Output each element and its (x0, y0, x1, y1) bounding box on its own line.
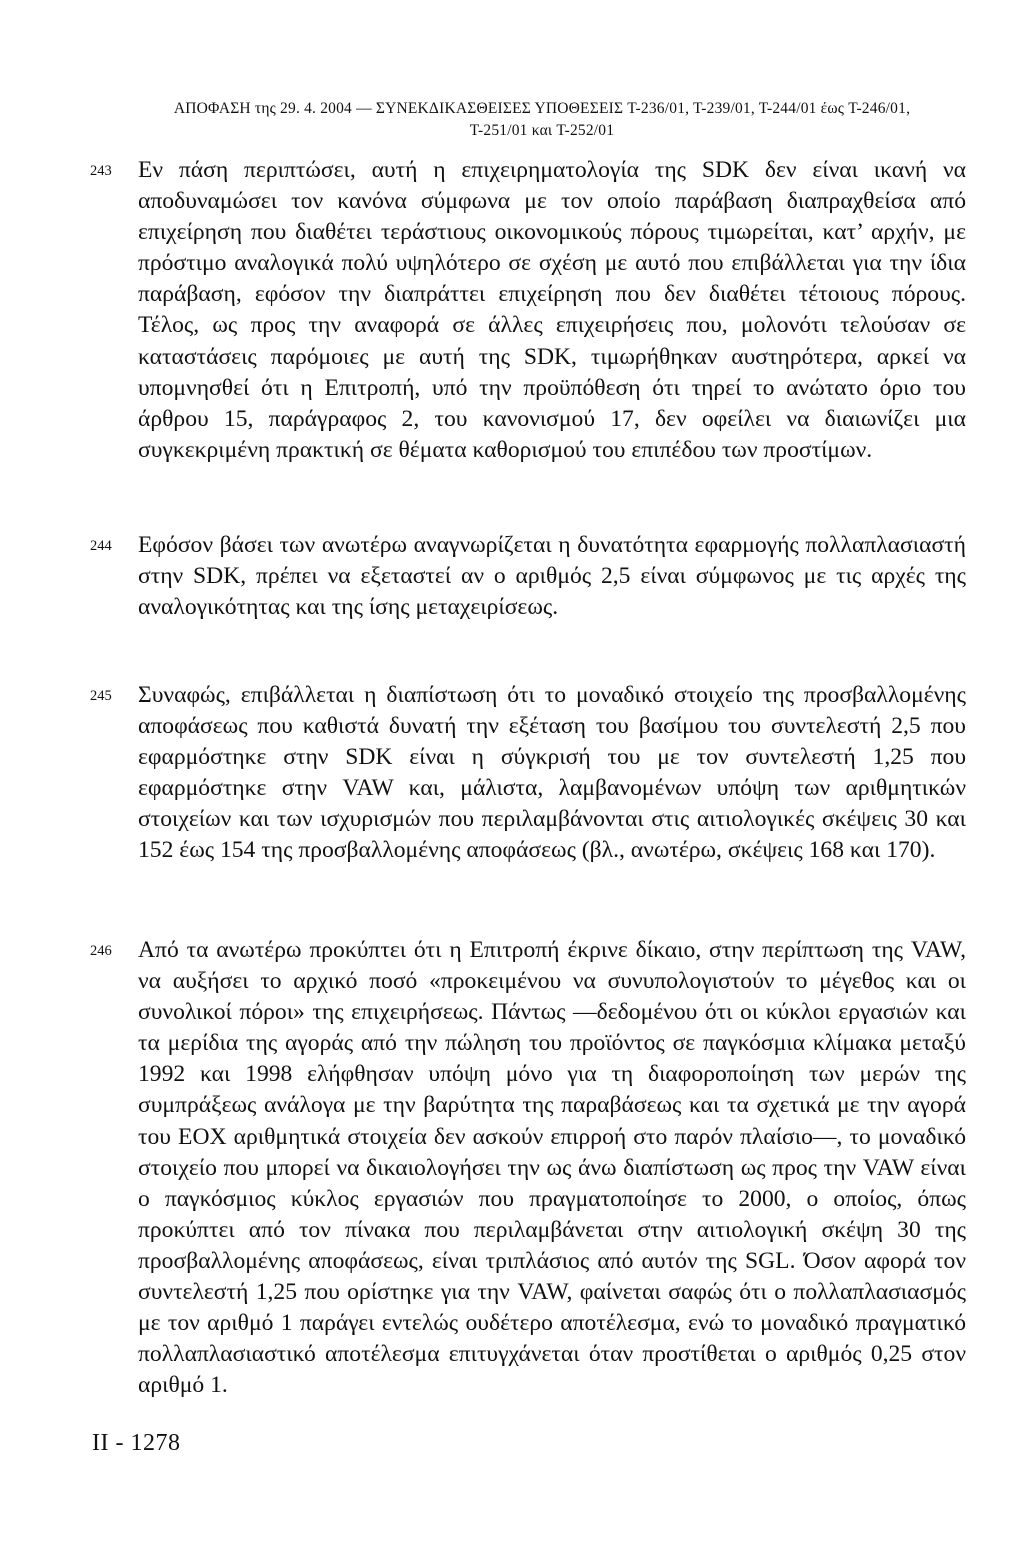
paragraph-number: 246 (90, 943, 112, 959)
page-number: II - 1278 (92, 1430, 181, 1456)
header-line-2: T-251/01 και T-252/01 (469, 122, 615, 139)
paragraph-number: 243 (90, 163, 112, 179)
paragraph-text: Συναφώς, επιβάλλεται η διαπίστωση ότι το μοναδικό στοιχείο της προσβαλλομένης αποφάσεως που καθιστά δυνατή την εξέταση του βασίμου του συντελεστή 2,5 που εφαρμόστηκε στην SDK είναι η σύγκρισή του με τον συντελεστή 1,25 που εφαρμόστηκε στην VAW και, μάλιστα, λαμβανομένων υπόψη των αριθμητικών στοιχείων και των ισχυρισμών που περιλαμβάνονται στις αιτιολογικές σκέψεις 30 και 152 έως 154 της προσβαλλομένης αποφάσεως (βλ., ανωτέρω, σκέψεις 168 και 170). (138, 682, 966, 864)
paragraph-text: Εφόσον βάσει των ανωτέρω αναγνωρίζεται η δυνατότητα εφαρμογής πολλαπλασιαστή στην SDK, πρέπει να εξεταστεί αν ο αριθμός 2,5 είναι σύμφωνος με τις αρχές της αναλογικότητας και της ίσης μεταχειρίσεως. (138, 532, 966, 621)
paragraph-number: 245 (90, 688, 112, 704)
header-line-1: ΑΠΟΦΑΣΗ της 29. 4. 2004 — ΣΥΝΕΚΔΙΚΑΣΘΕΙΣΕΣ ΥΠΟΘΕΣΕΙΣ T-236/01, T-239/01, T-244/01 έως T-246/01, (173, 100, 911, 117)
paragraph-text: Εν πάση περιπτώσει, αυτή η επιχειρηματολογία της SDK δεν είναι ικανή να αποδυναμώσει τον κανόνα σύμφωνα με τον οποίο παράβαση διαπραχθείσα από επιχείρηση που διαθέτει τεράστιους οικονομικούς πόρους τιμωρείται, κατ’ αρχήν, με πρόστιμο αναλογικά πολύ υψηλότερο σε σχέση με αυτό που επιβάλλεται για την ίδια παράβαση, εφόσον την διαπράττει επιχείρηση που δεν διαθέτει τέτοιους πόρους. Τέλος, ως προς την αναφορά σε άλλες επιχειρήσεις που, μολονότι τελούσαν σε καταστάσεις παρόμοιες με αυτή της SDK, τιμωρήθηκαν αυστηρότερα, αρκεί να υπομνησθεί ότι η Επιτροπή, υπό την προϋπόθεση ότι τηρεί το ανώτατο όριο του άρθρου 15, παράγραφος 2, του κανονισμού 17, δεν οφείλει να διαιωνίζει μια συγκεκριμένη πρακτική σε θέματα καθορισμού του επιπέδου των προστίμων. (138, 157, 966, 463)
paragraph-text: Από τα ανωτέρω προκύπτει ότι η Επιτροπή έκρινε δίκαιο, στην περίπτωση της VAW, να αυξήσει το αρχικό ποσό «προκειμένου να συνυπολογιστούν το μέγεθος και οι συνολικοί πόροι» της επιχειρήσεως. Πάντως —δεδομένου ότι οι κύκλοι εργασιών και τα μερίδια της αγοράς από την πώληση του προϊόντος σε παγκόσμια κλίμακα μεταξύ 1992 και 1998 ελήφθησαν υπόψη μόνο για τη διαφοροποίηση των μερών της συμπράξεως ανάλογα με την βαρύτητα της παραβάσεως και τα σχετικά με την αγορά του ΕΟΧ αριθμητικά στοιχεία δεν ασκούν επιρροή στο παρόν πλαίσιο—, το μοναδικό στοιχείο που μπορεί να δικαιολογήσει την ως άνω διαπίστωση ως προς την VAW είναι ο παγκόσμιος κύκλος εργασιών που πραγματοποίησε το 2000, ο οποίος, όπως προκύπτει από τον πίνακα που περιλαμβάνεται στην αιτιολογική σκέψη 30 της προσβαλλομένης αποφάσεως, είναι τριπλάσιος από αυτόν της SGL. Όσον αφορά τον συντελεστή 1,25 που ορίστηκε για την VAW, φαίνεται σαφώς ότι ο πολλαπλασιασμός με τον αριθμό 1 παράγει εντελώς ουδέτερο αποτέλεσμα, ενώ το μοναδικό πραγματικό πολλαπλασιαστικό αποτέλεσμα επιτυγχάνεται όταν προστίθεται ο αριθμός 0,25 στον αριθμό 1. (138, 937, 966, 1399)
paragraph-number: 244 (90, 538, 112, 554)
running-header (90, 98, 994, 142)
